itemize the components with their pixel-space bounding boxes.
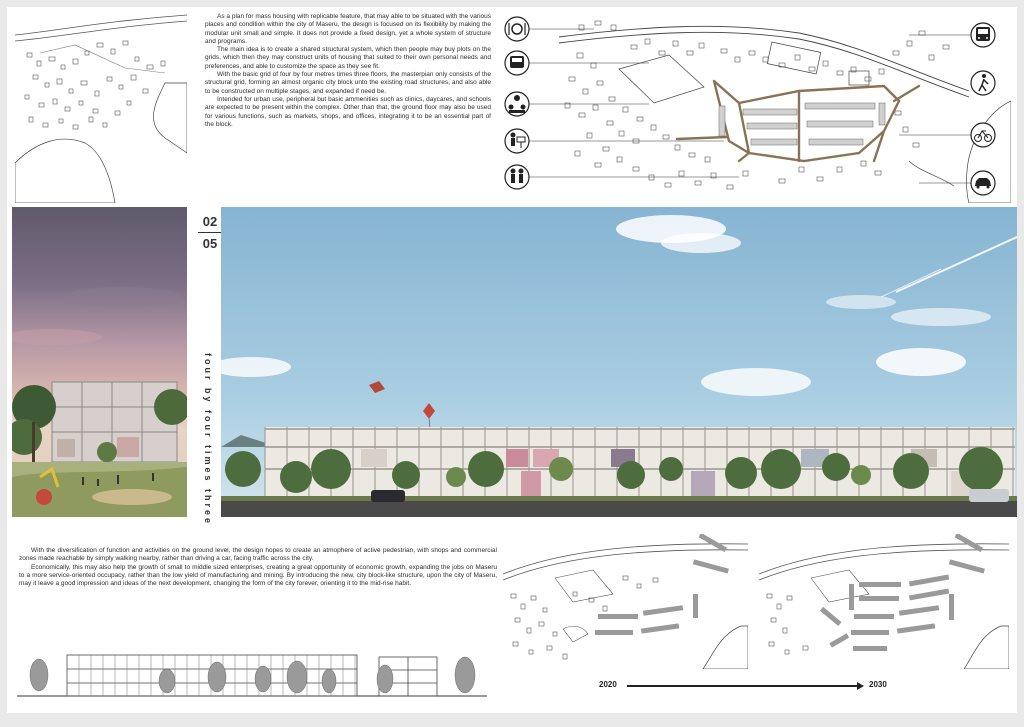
- timeline-end-year: 2030: [869, 680, 887, 689]
- intro-paragraph: The main idea is to create a shared structural system, which then people may buy plots on the grids, which then they may construct units of housing that suited to their own personal needs and preferences, and able to customize the space as they see fit.: [205, 46, 491, 70]
- phase-map-2020: [503, 534, 748, 669]
- masterplan-site-map: [499, 11, 1011, 203]
- context-map-small: [15, 13, 187, 203]
- community-icon: [505, 92, 529, 116]
- intro-paragraph: Intended for urban use, peripheral but basic ammenities such as clinics, daycares, and schools are expected to be present within the complex. Other than that, the ground floor may also be used for various functions, such as markets, shops, and offices, integrating it to be an essential part of the block.: [205, 95, 491, 128]
- bus-stop-icon: [505, 51, 529, 75]
- sheet-number-total: 05: [202, 236, 218, 251]
- family-icon: [505, 165, 529, 189]
- vertical-title: four by four times three: [203, 353, 213, 527]
- dining-icon: [505, 17, 529, 41]
- bus-icon: [971, 23, 995, 47]
- bicycle-icon: [971, 123, 995, 147]
- sheet-number-divider: [198, 232, 222, 233]
- pedestrian-icon: [971, 71, 995, 95]
- phase-map-2030: [759, 534, 1009, 669]
- school-icon: [505, 129, 529, 153]
- intro-paragraph: As a plan for mass housing with replicable feature, that may able to be situated with the various places and condition within the city of Maseru, the design is focused on its flexibility by making the modular unit small and simple. It does not provide a fixed design, yet a whole system of structure and programs.: [205, 13, 491, 45]
- bottom-paragraph: With the diversification of function and activities on the ground level, the design hopes to create an atmophere of active pedestrian, with shops and commercial zones made reachable by simply walking nearby, rather than driving a car, facing traffic across the city.: [19, 547, 497, 563]
- timeline-arrow: [627, 681, 865, 691]
- timeline-start-year: 2020: [599, 680, 617, 689]
- intro-text: [205, 13, 491, 129]
- car-icon: [971, 171, 995, 195]
- bottom-paragraph: Economically, this may also help the growth of small to middle sized enterprises, creating a great opportunity of economic growth, expanding the jobs on Maseru to a more service-oriented occupacy, rather than the low yield of manufacturing and mining. By introducing the new, city block-like structure, upon the city of Maseru, may it leave a good impression and ideas of the next development, changing the form of the city forever, orienting it to the mid-rise habit.: [19, 563, 497, 588]
- street-elevation-render: [221, 207, 1017, 517]
- section-elevation-drawing: [17, 647, 487, 699]
- architecture-presentation-board: [7, 7, 1017, 713]
- bottom-text: [19, 547, 497, 588]
- intro-paragraph: With the basic grid of four by four metres times three floors, the masterpian only consists of the structural grid, forming an almost organic city block unto the existing road structures, and also able to be constructed on multiple stages, and expanded if need be.: [205, 71, 491, 95]
- sheet-number-current: 02: [202, 214, 218, 229]
- courtyard-render: [12, 207, 187, 517]
